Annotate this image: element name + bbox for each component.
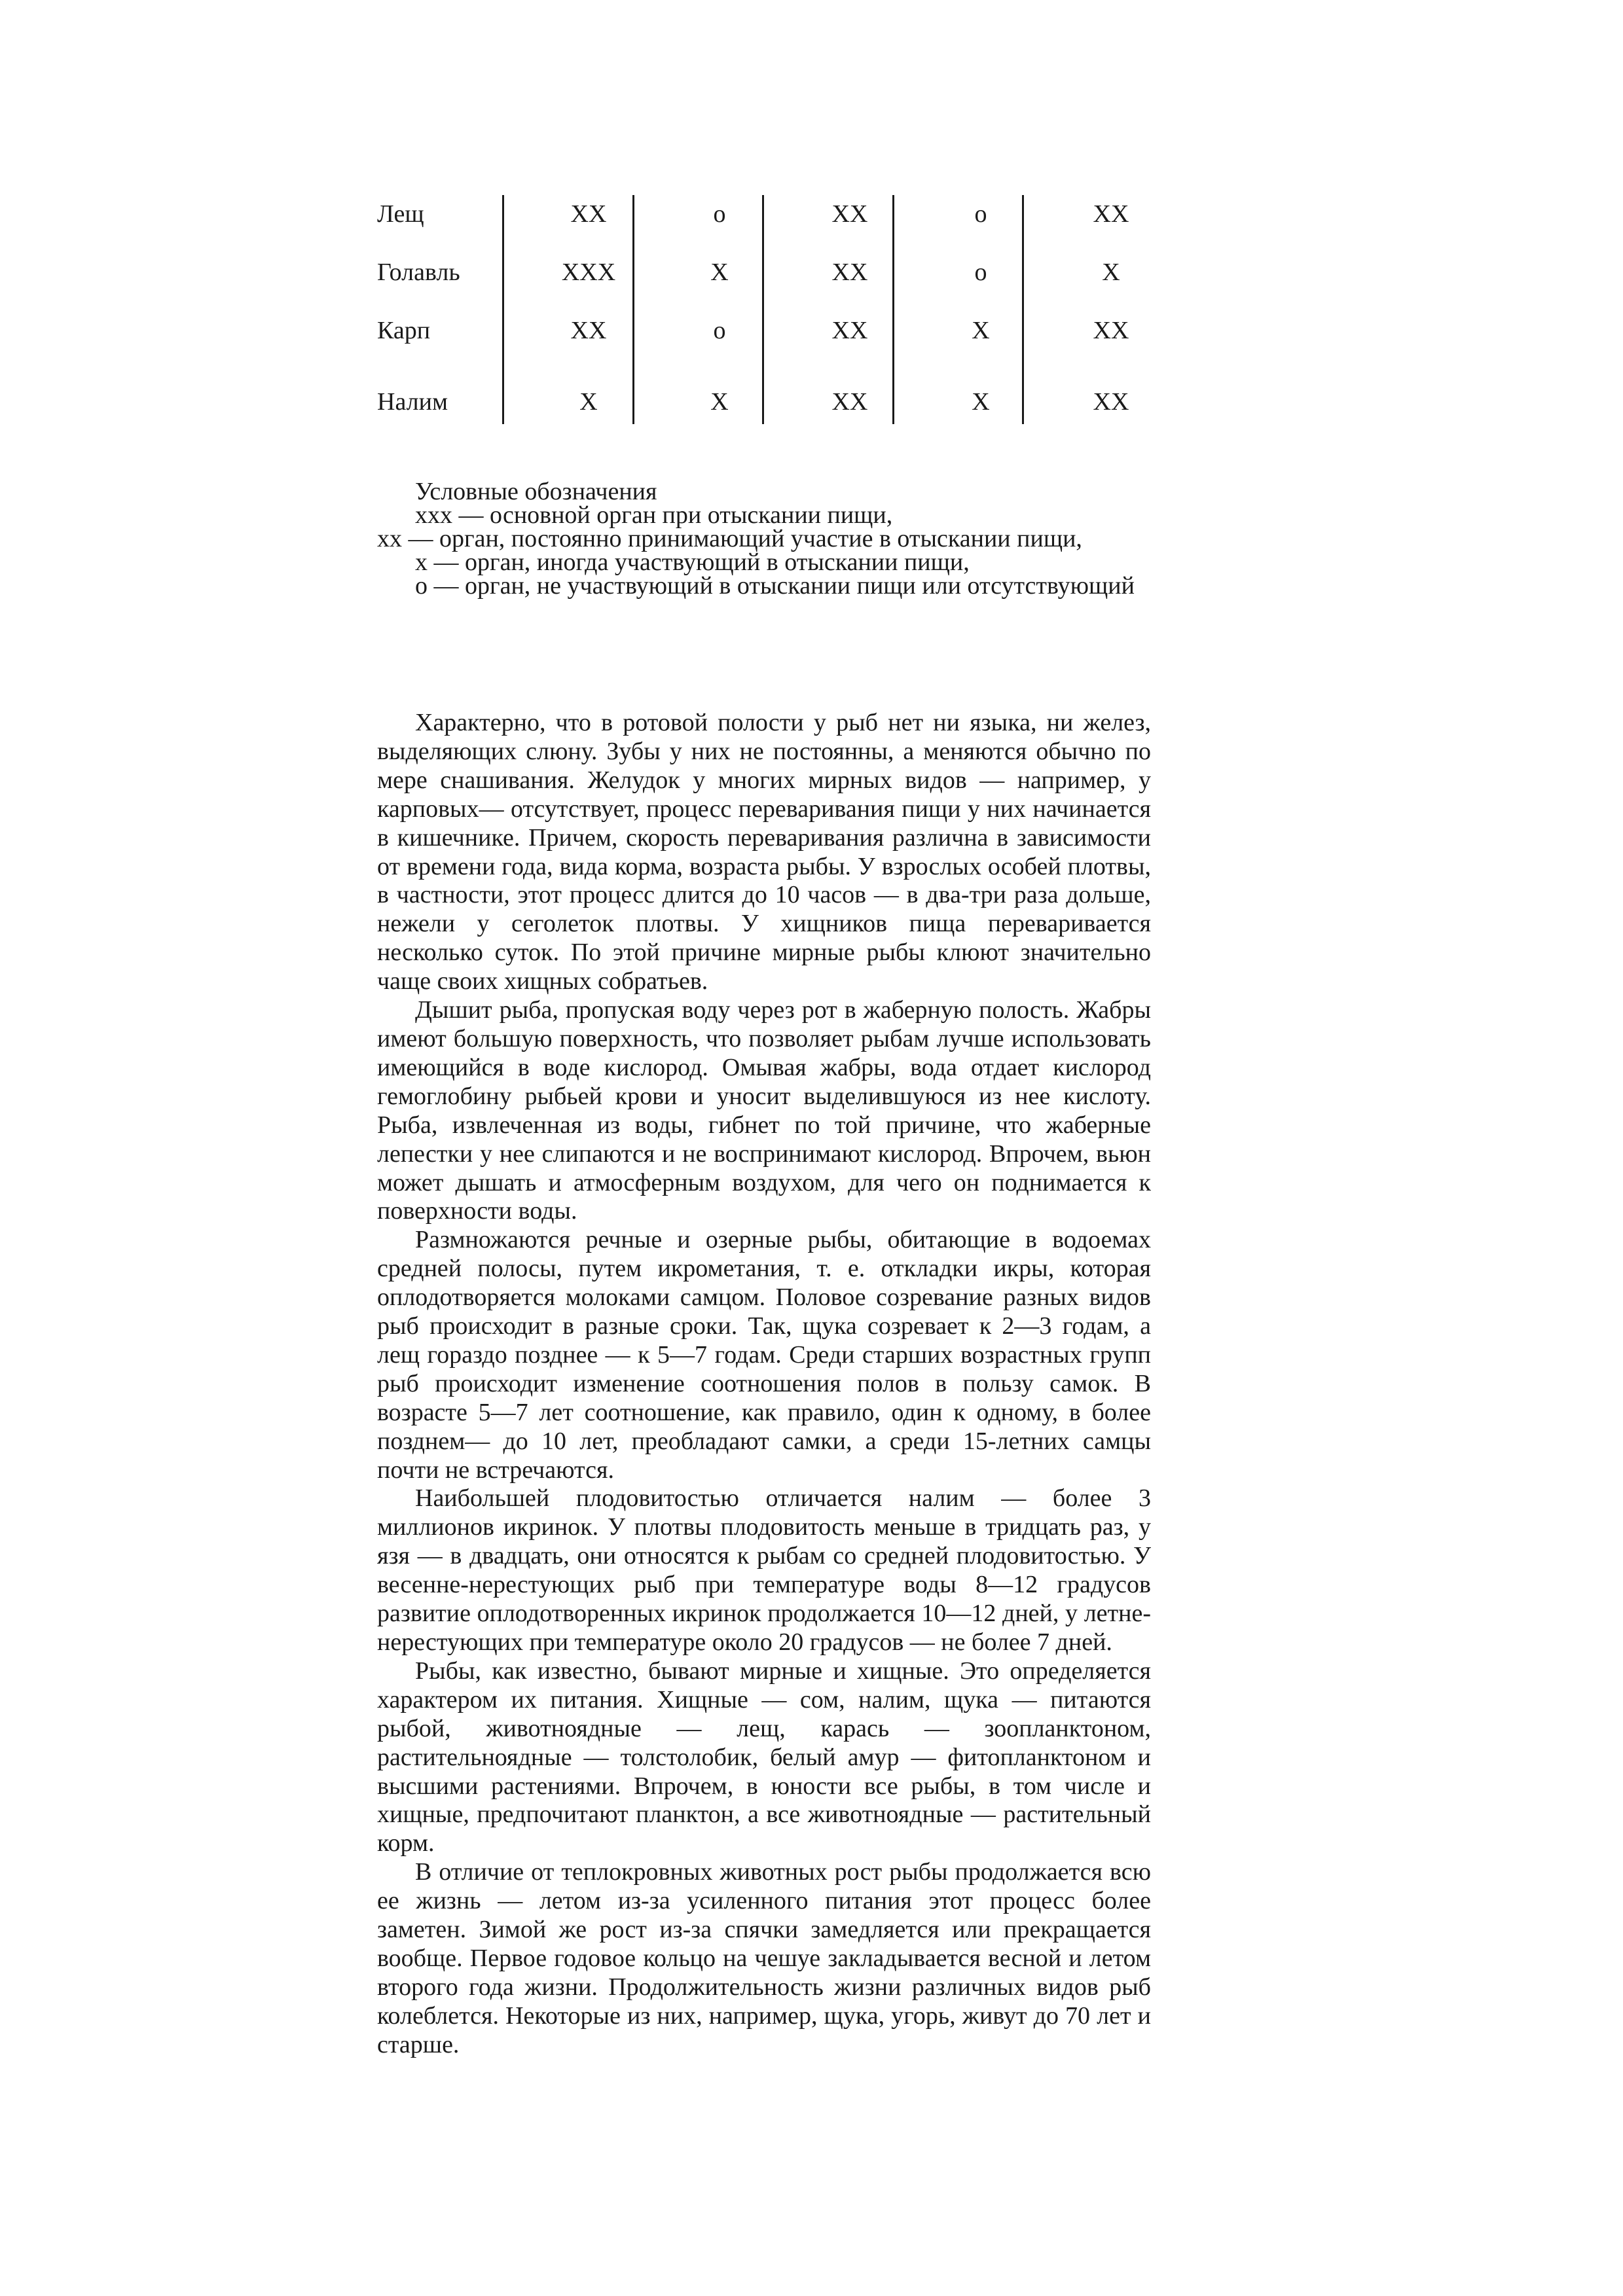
column-divider [502,195,504,424]
table-cell: X [1102,259,1120,286]
table-cell: XXX [561,259,616,286]
legend-title: Условные обозначения [415,478,657,505]
paragraph: Рыбы, как известно, бывают мирные и хищные. Это определяется характером их питания. Хищные — сом, налим, щука — питаются рыбой, животноядные — лещ, карась — зоопланктоном, растительноядные — толстолобик, белый амур — фитопланктоном и высшими растениями. Впрочем, в юности все рыбы, в том числе и хищные, предпочитают планктон, а все животноядные — растительный корм. [377,1657,1151,1857]
paragraph: В отличие от теплокровных животных рост рыбы продолжается всю ее жизнь — летом из-за усиленного питания этот процесс более заметен. Зимой же рост из-за спячки замедляется или прекращается вообще. Первое годовое кольцо на чешуе закладывается весной и летом второго года жизни. Продолжительность жизни различных видов рыб колеблется. Некоторые из них, например, щука, угорь, живут до 70 лет и старше. [377,1858,1151,2058]
table-cell: XX [1093,388,1129,416]
table-cell: X [710,259,729,286]
table-cell: XX [831,259,868,286]
column-divider [762,195,764,424]
paragraph: Характерно, что в ротовой полости у рыб нет ни языка, ни желез, выделяющих слюну. Зубы у них не постоянны, а меняются обычно по мере снашивания. Желудок у многих мирных видов — например, у карповых— отсутствует, процесс переваривания пищи у них начинается в кишечнике. Причем, скорость переваривания различна в зависимости от времени года, вида корма, возраста рыбы. У взрослых особей плотвы, в частности, этот процесс длится до 10 часов — в два-три раза дольше, нежели у сеголеток плотвы. У хищников пища переваривается несколько суток. По этой причине мирные рыбы клюют значительно чаще своих хищных собратьев. [377,709,1151,996]
table-cell: o [974,259,987,286]
column-divider [892,195,894,424]
table-cell: XX [1093,200,1129,228]
column-divider [1022,195,1024,424]
fish-senses-table [377,190,1150,429]
body-text [377,709,1151,2060]
table-cell: XX [570,317,607,344]
table-row-fish-name: Налим [377,388,448,416]
table-cell: XX [1093,317,1129,344]
table-cell: XX [570,200,607,228]
table-cell: o [713,200,726,228]
table-row-fish-name: Голавль [377,259,460,286]
legend-item: ххх — основной орган при отыскании пищи, [415,501,893,529]
table-cell: X [710,388,729,416]
table-cell: o [974,200,987,228]
paragraph: Наибольшей плодовитостью отличается налим — более 3 миллионов икринок. У плотвы плодовитость меньше в тридцать раз, у язя — в двадцать, они относятся к рыбам со средней плодовитостью. У весенне-нерестующих рыб при температуре воды 8—12 градусов развитие оплодотворенных икринок продолжается 10—12 дней, у летне-нерестующих при температуре около 20 градусов — не более 7 дней. [377,1484,1151,1656]
table-cell: XX [831,200,868,228]
table-legend [377,480,1150,598]
paragraph: Дышит рыба, пропуская воду через рот в жаберную полость. Жабры имеют большую поверхность, что позволяет рыбам лучше использовать имеющийся в воде кислород. Омывая жабры, вода отдает кислород гемоглобину рыбьей крови и уносит выделившуюся из нее кислоту. Рыба, извлеченная из воды, гибнет по той причине, что жаберные лепестки у нее слипаются и не воспринимают кислород. Впрочем, вьюн может дышать и атмосферным воздухом, для чего он поднимается к поверхности воды. [377,996,1151,1225]
table-cell: XX [831,388,868,416]
paragraph: Размножаются речные и озерные рыбы, обитающие в водоемах средней полосы, путем икрометания, т. е. откладки икры, которая оплодотворяется молоками самцом. Половое созревание разных видов рыб происходит в разные сроки. Так, щука созревает к 2—3 годам, а лещ гораздо позднее — к 5—7 годам. Среди старших возрастных групп рыб происходит изменение соотношения полов в пользу самок. В возрасте 5—7 лет соотношение, как правило, один к одному, в более позднем— до 10 лет, преобладают самки, а среди 15-летних самцы почти не встречаются. [377,1226,1151,1484]
legend-item: х — орган, иногда участвующий в отыскании пищи, [415,548,970,576]
table-cell: o [713,317,726,344]
table-row-fish-name: Лещ [377,200,424,228]
legend-item: хх — орган, постоянно принимающий участие в отыскании пищи, [377,525,1082,552]
table-cell: XX [831,317,868,344]
table-cell: X [972,317,990,344]
column-divider [632,195,634,424]
legend-item: о — орган, не участвующий в отыскании пищи или отсутствующий [415,572,1135,600]
table-row-fish-name: Карп [377,317,431,344]
table-cell: X [579,388,598,416]
table-cell: X [972,388,990,416]
